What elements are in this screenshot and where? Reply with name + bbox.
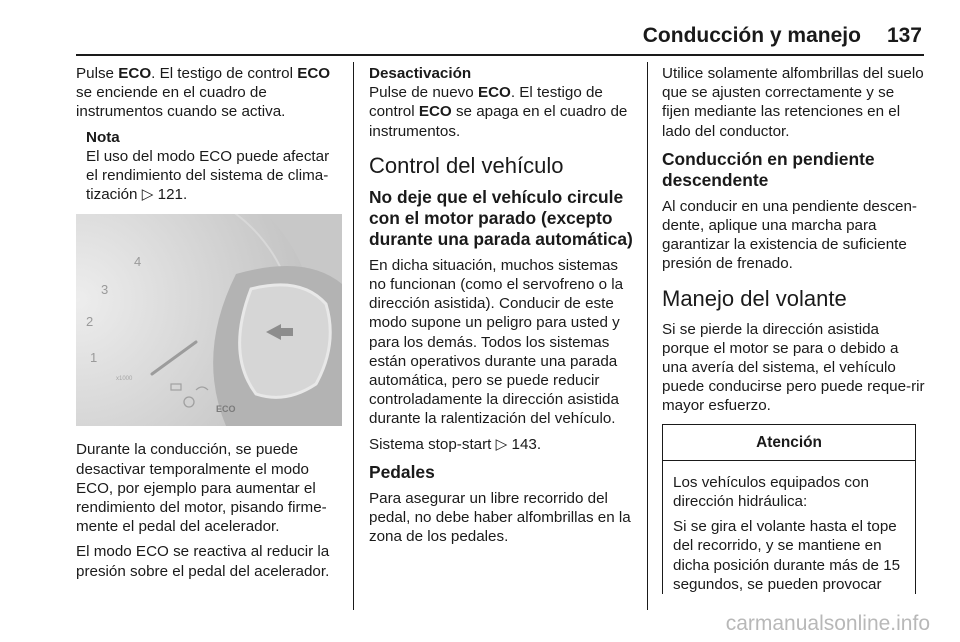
warning-paragraph-2: Si se gira el volante hasta el tope del recorrido, y se mantiene en dicha posición durante más de 15 segundos, se pueden provocar xyxy=(673,518,901,593)
page-header xyxy=(643,24,922,48)
steering-heading: Manejo del volante xyxy=(662,285,847,311)
gauge-number-3: 3 xyxy=(101,282,109,298)
note-block xyxy=(76,128,342,205)
gauge-number-2: 2 xyxy=(86,314,94,330)
note-text: El uso del modo ECO puede afectar el rendimiento del sistema de clima-tización xyxy=(86,147,330,204)
downhill-heading: Conducción en pendiente descendente xyxy=(662,148,875,190)
column-3 xyxy=(662,64,926,600)
page-ref-arrow-icon: ▷ xyxy=(141,186,154,204)
watermark: carmanualsonline.info xyxy=(725,612,930,635)
stop-start-reference: Sistema stop-start ▷ 143. xyxy=(369,435,542,453)
floor-mats-paragraph: Utilice solamente alfombrillas del suelo que se ajusten correctamente y se fijen mediante las retenciones en el lado del conductor. xyxy=(662,65,924,140)
column-1 xyxy=(76,64,342,587)
page-ref-arrow-icon: ▷ xyxy=(495,435,508,453)
eco-gauge-illustration xyxy=(76,214,342,426)
column-2 xyxy=(369,64,635,552)
vehicle-control-heading: Control del vehículo xyxy=(369,152,564,178)
pedals-paragraph: Para asegurar un libre recorrido del pedal, no debe haber alfombrillas en la zona de los pedales. xyxy=(369,489,631,546)
header-rule xyxy=(76,54,924,56)
warning-title: Atención xyxy=(663,425,915,461)
deactivation-heading: Desactivación xyxy=(369,65,472,82)
reactivate-paragraph: El modo ECO se reactiva al reducir la presión sobre el pedal del acelerador. xyxy=(76,543,330,580)
deactivate-temporarily-paragraph: Durante la conducción, se puede desactivar temporalmente el modo ECO, por ejemplo para aumentar el rendimiento del motor, pisando firme-mente el pedal del acelerador. xyxy=(76,441,327,536)
steering-paragraph: Si se pierde la dirección asistida porque el motor se para o debido a una avería del sistema, el vehículo puede conducirse pero puede reque-rir mayor esfuerzo. xyxy=(662,320,925,415)
deactivation-paragraph: Pulse de nuevo ECO. El testigo de control ECO se apaga en el cuadro de instrumentos. xyxy=(369,84,628,140)
section-title: Conducción y manejo xyxy=(642,24,861,47)
warning-body xyxy=(663,461,915,594)
gauge-number-1: 1 xyxy=(90,350,98,366)
gauge-eco-label: ECO xyxy=(216,404,236,415)
gauge-number-4: 4 xyxy=(134,254,142,270)
downhill-paragraph: Al conducir en una pendiente descen-dente, aplique una marcha para garantizar la existencia de suficiente presión de frenado. xyxy=(662,197,917,273)
note-title: Nota xyxy=(86,128,120,146)
column-divider-1 xyxy=(353,62,354,610)
column-divider-2 xyxy=(647,62,648,610)
warning-box xyxy=(662,424,916,594)
note-ref: 121. xyxy=(157,186,188,204)
eco-activate-paragraph: Pulse ECO. El testigo de control ECO se enciende en el cuadro de instrumentos cuando se activa. xyxy=(76,65,331,121)
gauge-unit: x1000 xyxy=(116,376,133,383)
page-number: 137 xyxy=(886,24,922,47)
pedals-heading: Pedales xyxy=(369,461,435,482)
warning-paragraph-1: Los vehículos equipados con dirección hidráulica: xyxy=(673,473,869,511)
engine-off-paragraph: En dicha situación, muchos sistemas no funcionan (como el servofreno o la dirección asistida). Conducir de este modo supone un peligro para usted y para los demás. Todos los sistemas están operativos durante una parada automática, pero se puede reducir controladamente la dirección asistida durante la ralentización del vehículo. xyxy=(369,256,624,428)
engine-off-heading: No deje que el vehículo circule con el motor parado (excepto durante una parada automática) xyxy=(369,186,633,249)
